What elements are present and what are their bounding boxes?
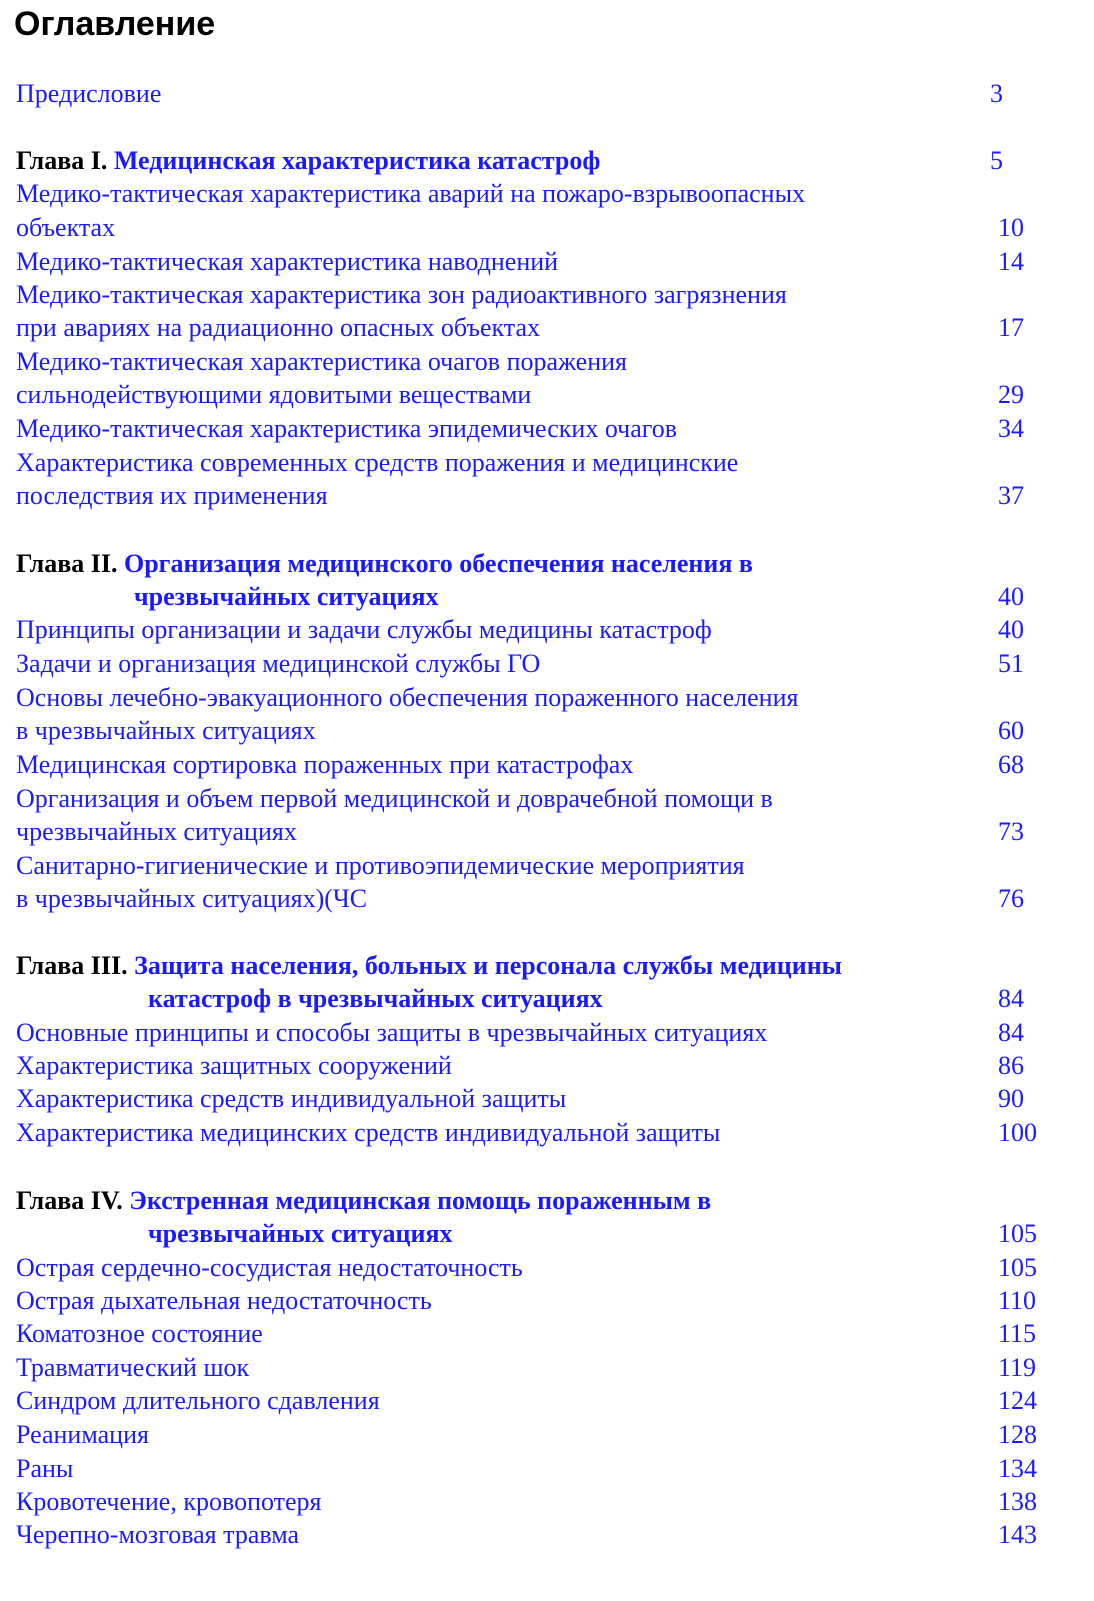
toc-page-number[interactable]: 3 [990,79,1003,108]
toc-entry[interactable]: Острая дыхательная недостаточность [16,1286,432,1315]
toc-page-number[interactable]: 138 [998,1487,1037,1516]
toc-page-number[interactable]: 5 [990,146,1003,175]
toc-page-number[interactable]: 100 [998,1118,1037,1147]
toc-page-number[interactable]: 115 [998,1319,1037,1348]
toc-page-number[interactable]: 34 [998,414,1024,443]
toc-page-number[interactable]: 110 [998,1286,1037,1315]
chapter-1-heading[interactable] [16,145,600,177]
toc-entry-continuation[interactable]: в чрезвычайных ситуациях [16,716,316,745]
toc-page-number[interactable]: 119 [998,1353,1037,1382]
toc-entry[interactable]: Кровотечение, кровопотеря [16,1487,322,1516]
toc-entry-continuation[interactable]: сильнодействующими ядовитыми веществами [16,380,532,409]
chapter-3-heading[interactable] [16,950,842,982]
toc-entry[interactable]: Принципы организации и задачи службы медицины катастроф [16,615,712,644]
chapter-4-prefix: Глава IV. [16,1186,123,1215]
toc-entry[interactable]: Медико-тактическая характеристика очагов поражения [16,347,627,376]
toc-page-number[interactable]: 124 [998,1386,1037,1415]
toc-entry-continuation[interactable]: последствия их применения [16,481,328,510]
toc-entry-continuation[interactable]: объектах [16,213,116,242]
toc-page-number[interactable]: 105 [998,1219,1037,1248]
toc-entry[interactable]: Медицинская сортировка пораженных при катастрофах [16,750,634,779]
toc-page-number[interactable]: 84 [998,984,1024,1013]
toc-page-number[interactable]: 128 [998,1420,1037,1449]
chapter-3-heading-continuation[interactable] [148,983,603,1015]
toc-entry[interactable]: Медико-тактическая характеристика эпидемических очагов [16,414,678,443]
toc-page-number[interactable]: 14 [998,247,1024,276]
chapter-3-title[interactable]: Защита населения, больных и персонала службы медицины [134,951,842,980]
toc-page-number[interactable]: 86 [998,1051,1024,1080]
page-title: Оглавление [14,5,216,43]
toc-entry[interactable]: Острая сердечно-сосудистая недостаточность [16,1253,523,1282]
chapter-3-title-continuation[interactable]: катастроф в чрезвычайных ситуациях [148,984,603,1013]
chapter-3-prefix: Глава III. [16,951,128,980]
toc-entry[interactable]: Раны [16,1454,74,1483]
toc-page-number[interactable]: 76 [998,884,1024,913]
toc-entry[interactable]: Травматический шок [16,1353,250,1382]
chapter-2-heading-continuation[interactable] [134,581,439,613]
toc-entry[interactable]: Реанимация [16,1420,149,1449]
toc-page-number[interactable]: 40 [998,615,1024,644]
toc-entry[interactable]: Коматозное состояние [16,1319,263,1348]
toc-page-number[interactable]: 10 [998,213,1024,242]
toc-entry[interactable]: Санитарно-гигиенические и противоэпидемические мероприятия [16,851,745,880]
toc-entry[interactable]: Медико-тактическая характеристика аварий на пожаро-взрывоопасных [16,179,806,208]
toc-entry[interactable]: Медико-тактическая характеристика зон радиоактивного загрязнения [16,280,787,309]
toc-entry-preface[interactable]: Предисловие [16,79,162,108]
chapter-4-title[interactable]: Экстренная медицинская помощь пораженным в [129,1186,712,1215]
toc-entry-continuation[interactable]: при авариях на радиационно опасных объектах [16,313,540,342]
toc-entry[interactable]: Задачи и организация медицинской службы ГО [16,649,541,678]
chapter-2-prefix: Глава II. [16,549,118,578]
chapter-4-heading[interactable] [16,1185,711,1217]
toc-page-number[interactable]: 60 [998,716,1024,745]
chapter-1-title[interactable]: Медицинская характеристика катастроф [113,146,601,175]
toc-page-number[interactable]: 73 [998,817,1024,846]
toc-entry[interactable]: Основы лечебно-эвакуационного обеспечения пораженного населения [16,683,799,712]
chapter-1-prefix: Глава I. [16,146,108,175]
toc-entry[interactable]: Характеристика медицинских средств индивидуальной защиты [16,1118,721,1147]
toc-entry-continuation[interactable]: в чрезвычайных ситуациях)(ЧС [16,884,368,913]
toc-entry[interactable]: Характеристика защитных сооружений [16,1051,452,1080]
chapter-2-heading[interactable] [16,548,753,580]
toc-entry[interactable]: Характеристика современных средств поражения и медицинские [16,448,739,477]
chapter-2-title-continuation[interactable]: чрезвычайных ситуациях [134,582,439,611]
chapter-2-title[interactable]: Организация медицинского обеспечения населения в [123,549,753,578]
toc-page-number[interactable]: 134 [998,1454,1037,1483]
toc-entry[interactable]: Характеристика средств индивидуальной защиты [16,1084,567,1113]
toc-entry[interactable]: Синдром длительного сдавления [16,1386,380,1415]
toc-entry[interactable]: Организация и объем первой медицинской и доврачебной помощи в [16,784,773,813]
toc-page-number[interactable]: 37 [998,481,1024,510]
chapter-4-title-continuation[interactable]: чрезвычайных ситуациях [148,1219,453,1248]
toc-entry[interactable]: Медико-тактическая характеристика наводнений [16,247,559,276]
toc-page-number[interactable]: 29 [998,380,1024,409]
toc-page-number[interactable]: 17 [998,313,1024,342]
toc-page-number[interactable]: 143 [998,1520,1037,1549]
toc-page-number[interactable]: 105 [998,1253,1037,1282]
toc-page-number[interactable]: 51 [998,649,1024,678]
toc-entry[interactable]: Основные принципы и способы защиты в чрезвычайных ситуациях [16,1018,768,1047]
toc-entry-continuation[interactable]: чрезвычайных ситуациях [16,817,297,846]
toc-page-number[interactable]: 90 [998,1084,1024,1113]
toc-page-number[interactable]: 40 [998,582,1024,611]
toc-page-number[interactable]: 68 [998,750,1024,779]
toc-entry[interactable]: Черепно-мозговая травма [16,1520,300,1549]
chapter-4-heading-continuation[interactable] [148,1218,453,1250]
toc-page-number[interactable]: 84 [998,1018,1024,1047]
